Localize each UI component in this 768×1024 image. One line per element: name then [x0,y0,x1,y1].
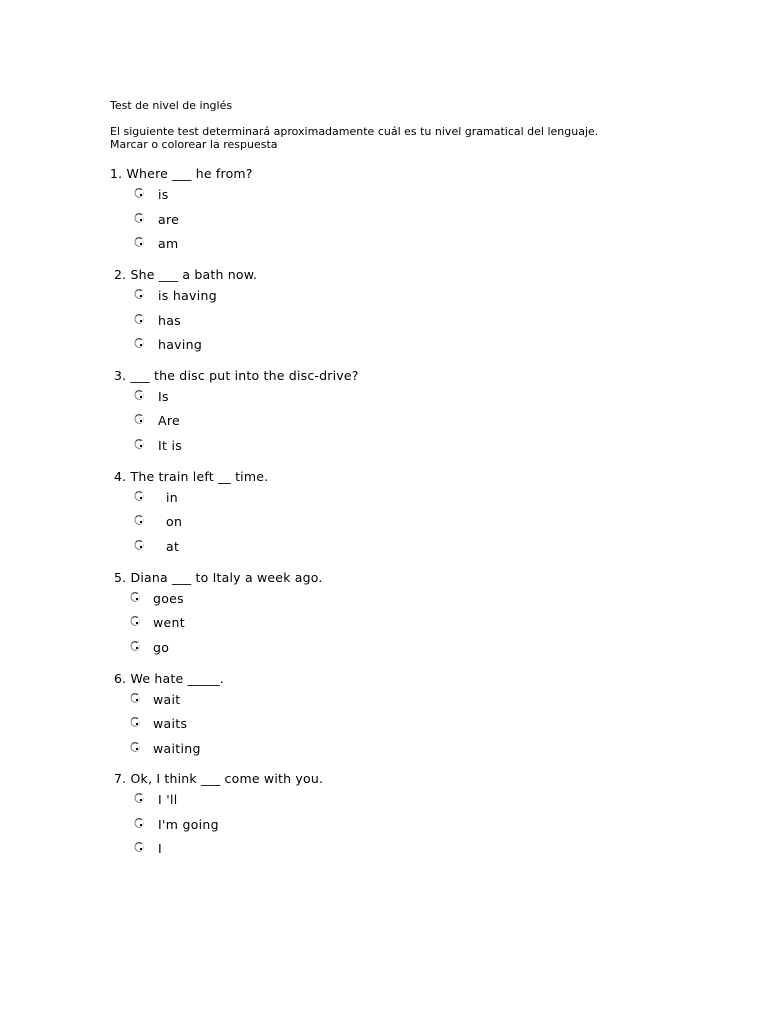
option-label: at [166,539,180,554]
option-label: It is [158,438,183,453]
option-label: Are [158,413,181,428]
option-label: wait [153,692,181,707]
option-label: is [158,187,169,202]
question-3-text: 3. ___ the disc put into the disc-drive? [114,368,359,383]
question-7-text: 7. Ok, I think ___ come with you. [114,771,324,786]
radio-button-icon[interactable] [133,310,145,322]
option-label: I 'll [158,792,178,807]
radio-button-icon[interactable] [133,435,145,447]
question-6-text: 6. We hate _____. [114,671,224,686]
question-2-text: 2. She ___ a bath now. [114,267,258,282]
option-label: having [158,337,203,352]
option-label: waiting [153,741,201,756]
intro-line-2: Marcar o colorear la respuesta [110,138,278,151]
question-4-text: 4. The train left __ time. [114,469,269,484]
option-label: is having [158,288,217,303]
test-intro [110,125,598,151]
radio-button-icon[interactable] [133,789,145,801]
option-label: waits [153,716,188,731]
radio-button-icon[interactable] [133,386,145,398]
option-label: on [166,514,183,529]
radio-button-icon[interactable] [129,713,141,725]
option-label: has [158,313,181,328]
radio-button-icon[interactable] [133,184,145,196]
option-label: went [153,615,185,630]
radio-button-icon[interactable] [133,334,145,346]
option-label: goes [153,591,184,606]
option-label: I'm going [158,817,219,832]
radio-button-icon[interactable] [133,536,145,548]
radio-button-icon[interactable] [129,588,141,600]
intro-line-1: El siguiente test determinará aproximadamente cuál es tu nivel gramatical del lenguaje. [110,125,599,138]
radio-button-icon[interactable] [133,511,145,523]
option-label: am [158,236,179,251]
radio-button-icon[interactable] [129,612,141,624]
test-title: Test de nivel de inglés [110,99,233,112]
radio-button-icon[interactable] [129,738,141,750]
radio-button-icon[interactable] [133,410,145,422]
question-5-text: 5. Diana ___ to Italy a week ago. [114,570,323,585]
radio-button-icon[interactable] [133,487,145,499]
option-label: go [153,640,170,655]
option-label: I [158,841,162,856]
radio-button-icon[interactable] [133,209,145,221]
radio-button-icon[interactable] [133,814,145,826]
radio-button-icon[interactable] [129,637,141,649]
radio-button-icon[interactable] [133,233,145,245]
option-label: Is [158,389,169,404]
radio-button-icon[interactable] [129,689,141,701]
option-label: in [166,490,178,505]
question-1-text: 1. Where ___ he from? [110,166,253,181]
option-label: are [158,212,180,227]
radio-button-icon[interactable] [133,838,145,850]
radio-button-icon[interactable] [133,285,145,297]
